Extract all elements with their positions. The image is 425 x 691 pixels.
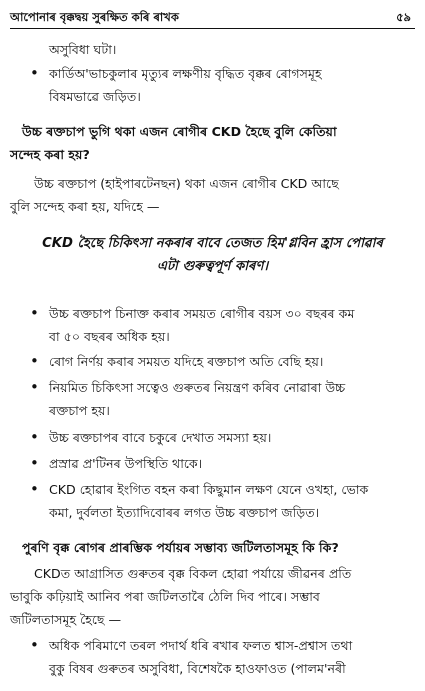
section-heading-complications: পুৰণি বৃক্ক ৰোগৰ প্ৰাৰম্ভিক পৰ্যায়ৰ সম্ভাব্য জটিলতাসমূহ কি কি? (22, 540, 339, 555)
bullet-icon (30, 304, 42, 322)
list-item-ckd-symptoms: • CKD হোৱাৰ ইংগিত বহন কৰা কিছুমান লক্ষণ যেনে ওখহা, ভোক কমা, দুৰ্বলতা ইত্যাদিবোৰৰ লগত উচ্চ ৰক্তচাপ জড়িত। (0, 478, 425, 524)
list-item-protein-urine: • প্ৰস্ৰাৱ প্ৰ'টিনৰ উপস্থিতি থাকে। (0, 452, 425, 475)
bullet-icon (30, 454, 42, 472)
list-item-vision: • উচ্চ ৰক্তচাপৰ বাবে চকুৰে দেখাত সমস্যা হয়। (0, 426, 425, 449)
list-item-cardio: • কাৰ্ডিঅ'ভাচকুলাৰ মৃত্যুৰ লক্ষণীয় বৃদ্ধিত বৃক্কৰ ৰোগসমূহ বিষমভাৱে জড়িত। (0, 62, 425, 108)
bullet-icon (30, 480, 42, 498)
page-number: ৫৯ (396, 10, 411, 24)
list-item-fluid-retention: • অধিক পৰিমাণে তৰল পদাৰ্থ ধৰি ৰখাৰ ফলত শ্বাস-প্ৰশ্বাস তথা বুকু বিষৰ গুৰুতৰ অসুবিধা, বিশেষকৈ হাওফাওত (পালম'নৰী (0, 634, 425, 680)
bullet-icon (30, 64, 42, 82)
emphasis-callout: CKD হৈছে চিকিৎসা নকৰাৰ বাবে তেজত হিম'গ্লবিন হ্রাস পোৱাৰ এটা গুৰুত্বপূৰ্ণ কাৰণ। (42, 236, 383, 274)
list-item-uncontrolled-bp: • নিয়মিত চিকিৎসা সত্বেও গুৰুতৰ নিয়ন্ত্ৰণ কৰিব নোৱাৰা উচ্চ ৰক্তচাপ হয়। (0, 376, 425, 422)
page-header (10, 6, 411, 28)
bullet-icon (30, 428, 42, 446)
paragraph-ckd-suspicion: উচ্চ ৰক্তচাপ (হাইপাৰটেনছন) থকা এজন ৰোগীৰ CKD আছে বুলি সন্দেহ কৰা হয়, যদিহে — (10, 176, 339, 214)
section-heading-ckd-suspicion: উচ্চ ৰক্তচাপ ভুগি থকা এজন ৰোগীৰ CKD হৈছে বুলি কেতিয়া সন্দেহ কৰা হয়? (10, 124, 337, 162)
paragraph-complications: CKDত আগ্ৰাসিত গুৰুতৰ বৃক্ক বিকল হোৱা পৰ্যায়ে জীৱনৰ প্ৰতি ভাবুকি কঢ়িয়াই আনিব পৰা জটিলতাৰৈ ঠেলি দিব পাৰে। সম্ভাব জটিলতাসমূহ হৈছে — (10, 566, 352, 627)
bullet-icon (30, 636, 42, 654)
bullet-icon (30, 378, 42, 396)
running-title: আপোনাৰ বৃক্কদ্বয় সুৰক্ষিত কৰি ৰাখক (10, 10, 179, 24)
header-rule (10, 28, 415, 29)
list-item-high-bp-diagnosis: • ৰোগ নিৰ্ণয় কৰাৰ সময়ত যদিহে ৰক্তচাপ অতি বেছি হয়। (0, 350, 425, 373)
bullet-icon (30, 352, 42, 370)
continuation-text: অসুবিধা ঘটা। (49, 42, 117, 57)
list-item-age: • উচ্চ ৰক্তচাপ চিনাক্ত কৰাৰ সময়ত ৰোগীৰ বয়স ৩০ বছৰৰ কম বা ৫০ বছৰৰ অধিক হয়। (0, 302, 425, 348)
